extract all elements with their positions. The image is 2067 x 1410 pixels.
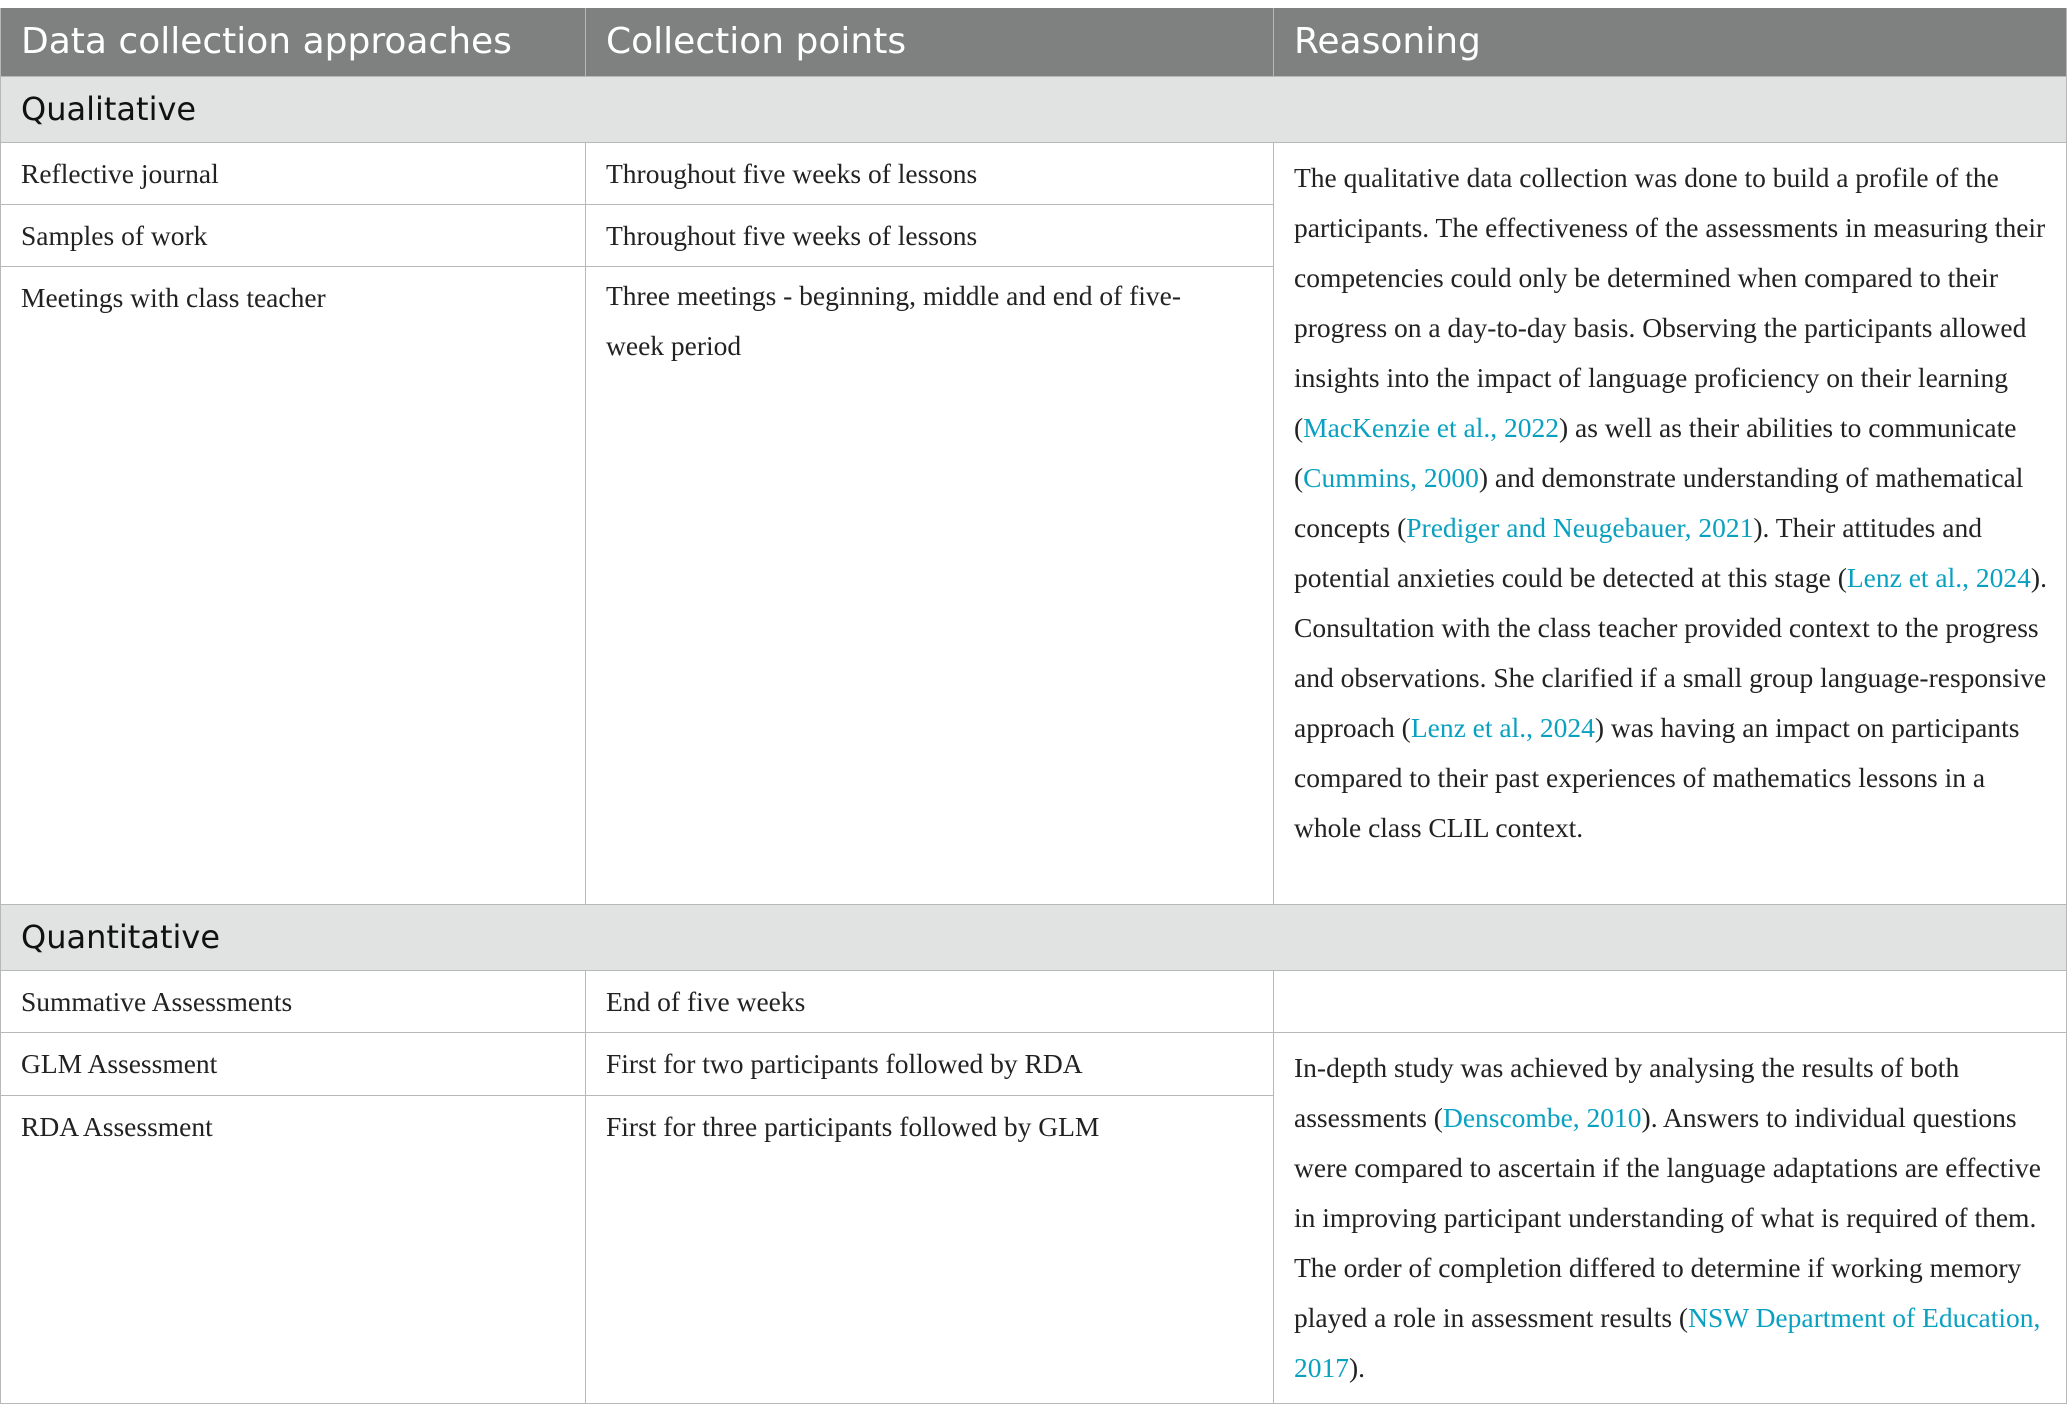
reasoning-text: ).: [1349, 1351, 1366, 1383]
approach-cell: Summative Assessments: [1, 970, 586, 1032]
collection-point-cell: First for three participants followed by GLM: [586, 1096, 1274, 1403]
citation-link[interactable]: Denscombe, 2010: [1442, 1101, 1642, 1133]
reasoning-text: ). Answers to individual questions were compared to ascertain if the language adaptations are effective in improving participant understanding of what is required of them. The order of completion differed to determine if working memory played a role in assessment results (: [1294, 1101, 2041, 1333]
reasoning-cell-quantitative: [1274, 1032, 2067, 1403]
table-container: [0, 8, 2066, 1404]
citation-link[interactable]: Prediger and Neugebauer, 2021: [1406, 511, 1754, 543]
approach-cell: Meetings with class teacher: [1, 266, 586, 904]
citation-link[interactable]: NSW Department of Education, 2017: [1294, 1301, 2041, 1383]
table-row: [1, 142, 2067, 204]
citation-link[interactable]: MacKenzie et al., 2022: [1303, 411, 1559, 443]
reasoning-text: The qualitative data collection was done to build a profile of the participants. The effectiveness of the assessments in measuring their competencies could only be determined when compared to their progress on a day-to-day basis. Observing the participants allowed insights into the impact of language proficiency on their learning (: [1294, 161, 2046, 443]
reasoning-text: ) as well as their abilities to communicate (: [1294, 411, 2017, 493]
reasoning-text: ) and demonstrate understanding of mathematical concepts (: [1294, 461, 2024, 543]
collection-point-cell: First for two participants followed by RDA: [586, 1032, 1274, 1096]
reasoning-text: ) was having an impact on participants compared to their past experiences of mathematics lessons in a whole class CLIL context.: [1294, 711, 2020, 843]
header-collection-points: Collection points: [586, 8, 1274, 76]
approach-cell: Reflective journal: [1, 142, 586, 204]
reasoning-cell-empty: [1274, 970, 2067, 1032]
section-label: Quantitative: [1, 904, 2067, 970]
approach-cell: GLM Assessment: [1, 1032, 586, 1096]
citation-link[interactable]: Lenz et al., 2024: [1846, 561, 2031, 593]
collection-point-cell: Throughout five weeks of lessons: [586, 204, 1274, 266]
section-label: Qualitative: [1, 76, 2067, 142]
citation-link[interactable]: Lenz et al., 2024: [1410, 711, 1595, 743]
table-row: [1, 1032, 2067, 1096]
approach-cell: RDA Assessment: [1, 1096, 586, 1403]
reasoning-text: ). Their attitudes and potential anxieties could be detected at this stage (: [1294, 511, 1982, 593]
collection-point-cell: End of five weeks: [586, 970, 1274, 1032]
header-reasoning: Reasoning: [1274, 8, 2067, 76]
section-row-qualitative: [1, 76, 2067, 142]
approach-cell: Samples of work: [1, 204, 586, 266]
reasoning-cell-qualitative: [1274, 142, 2067, 904]
data-collection-table: [0, 8, 2067, 1404]
table-row: [1, 970, 2067, 1032]
header-row: [1, 8, 2067, 76]
header-approaches: Data collection approaches: [1, 8, 586, 76]
reasoning-text: In-depth study was achieved by analysing the results of both assessments (: [1294, 1051, 1960, 1133]
section-row-quantitative: [1, 904, 2067, 970]
collection-point-cell: Throughout five weeks of lessons: [586, 142, 1274, 204]
reasoning-text: ). Consultation with the class teacher provided context to the progress and observations. She clarified if a small group language-responsive approach (: [1294, 561, 2047, 743]
collection-point-cell: Three meetings - beginning, middle and end of five-week period: [586, 266, 1274, 904]
citation-link[interactable]: Cummins, 2000: [1303, 461, 1479, 493]
